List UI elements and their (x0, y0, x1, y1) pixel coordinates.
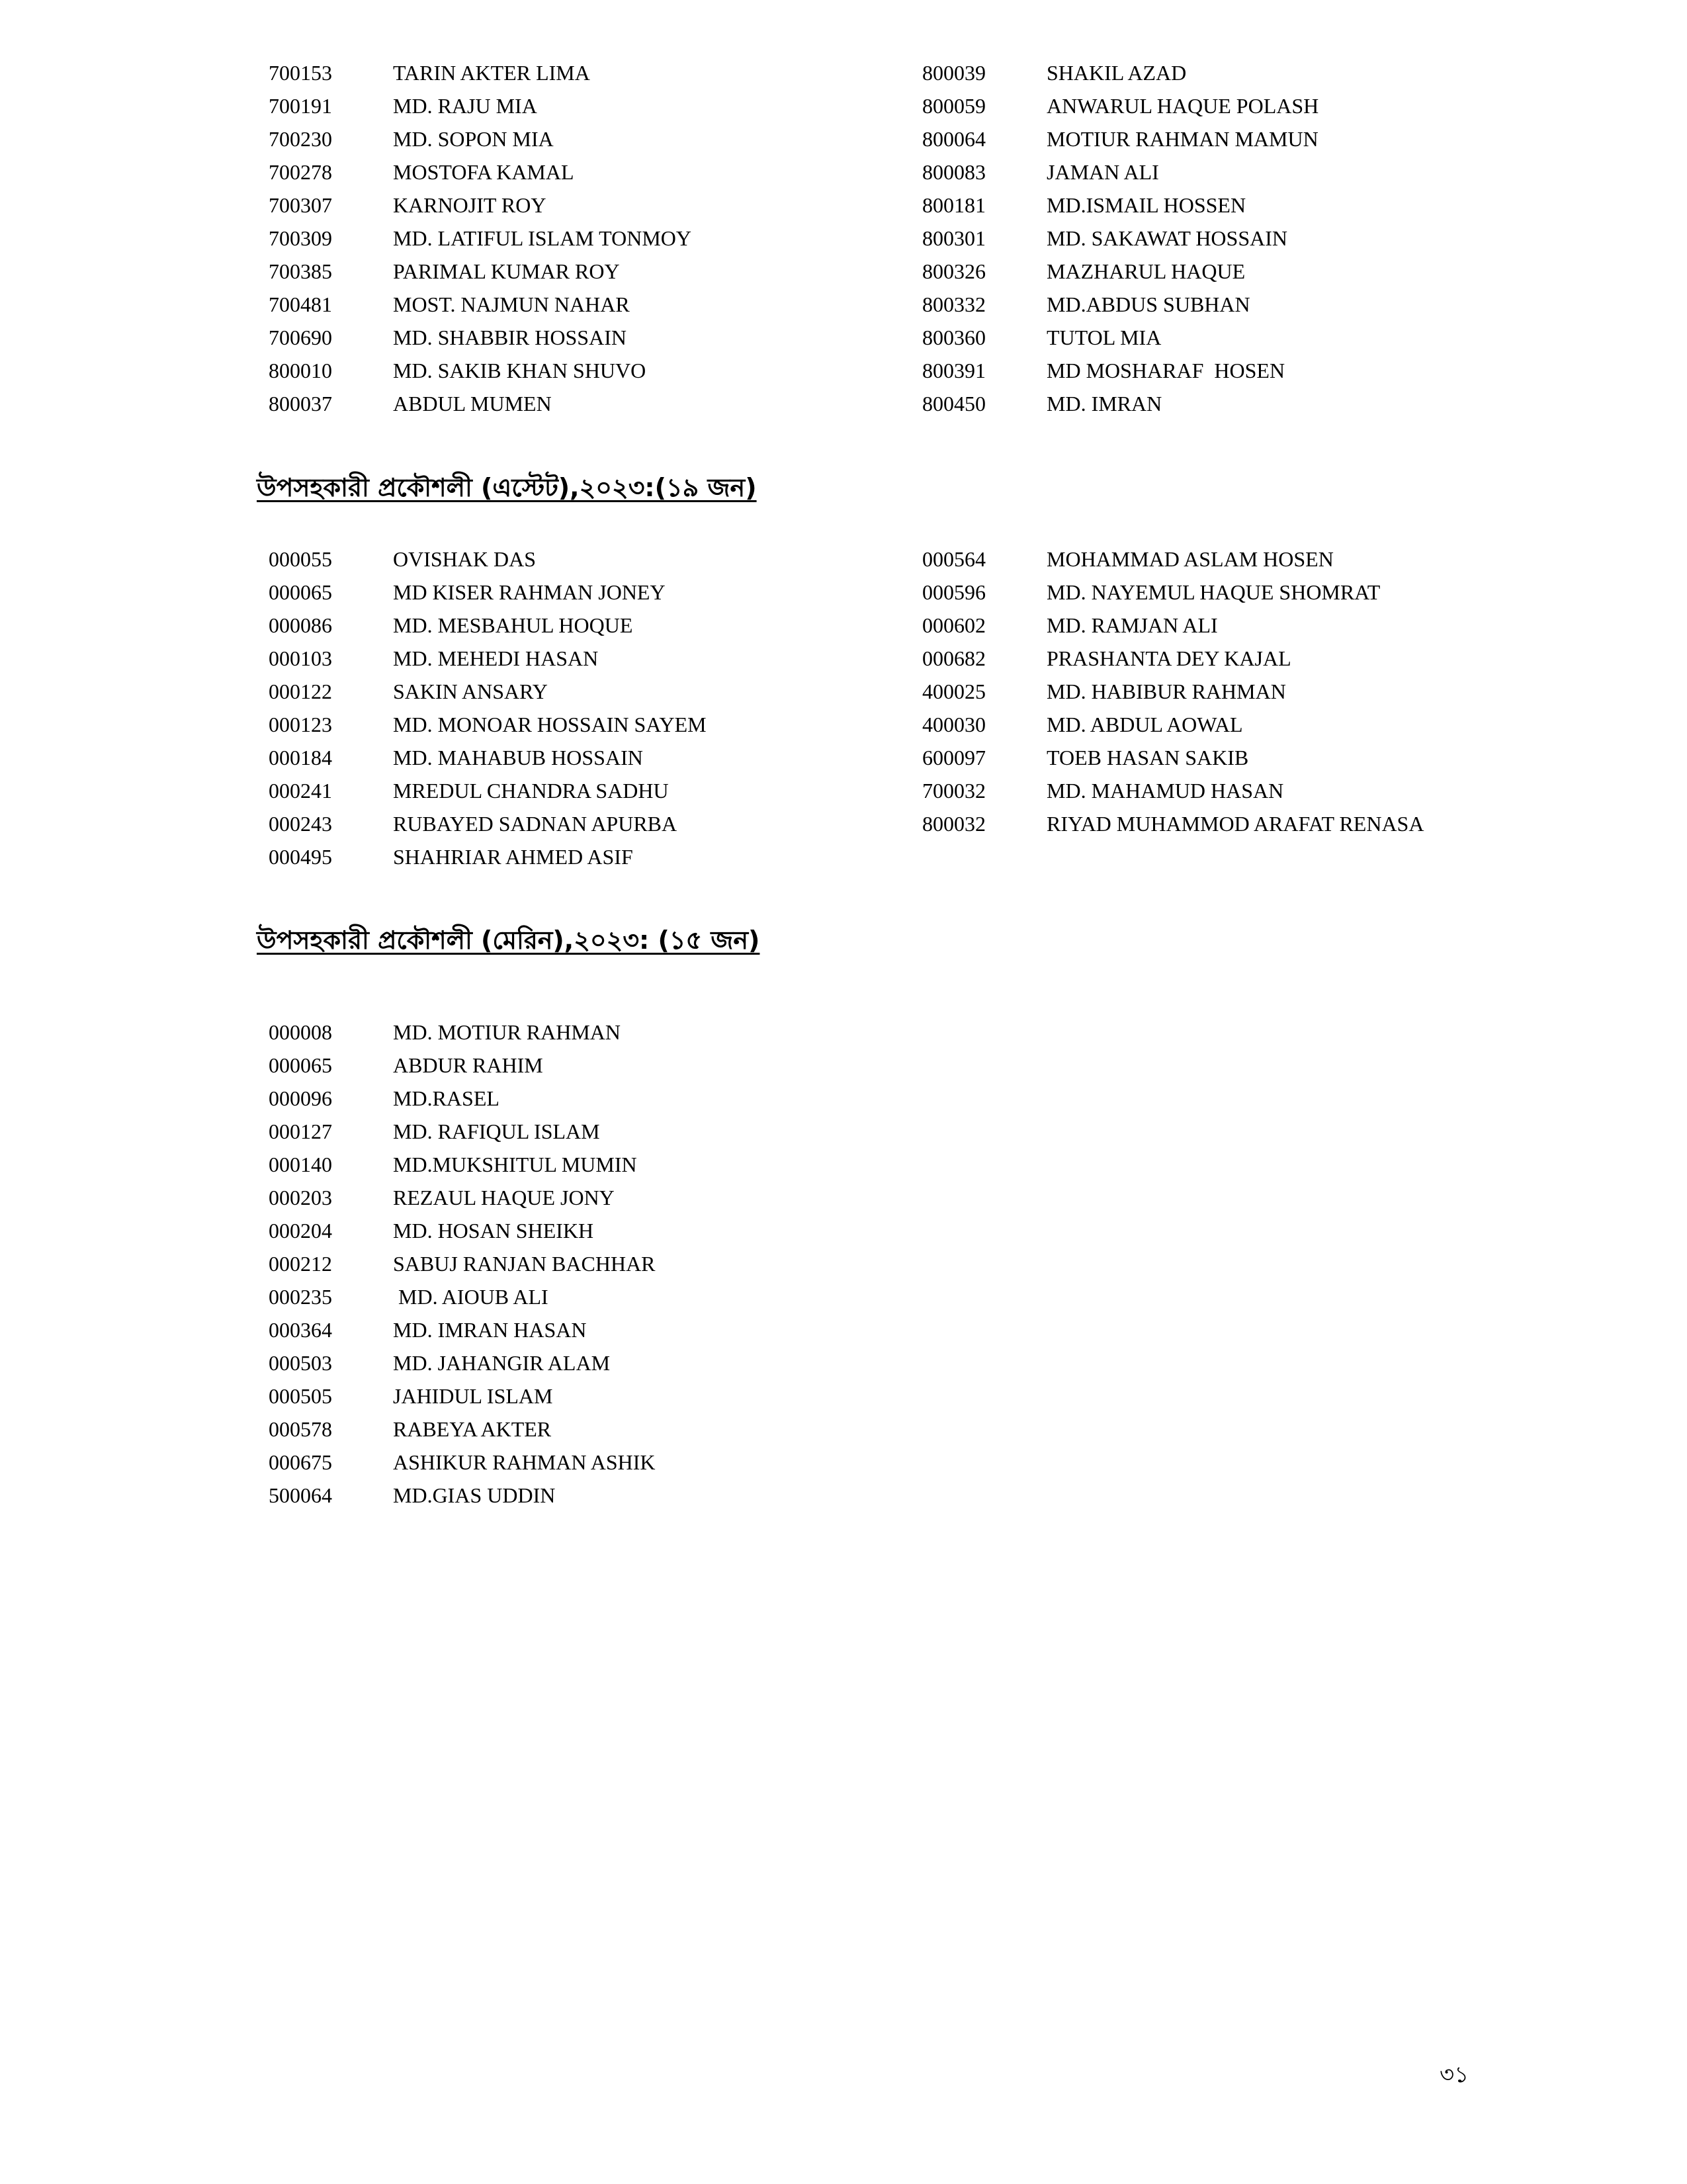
roll-number: 700230 (269, 127, 332, 151)
roll-number: 000055 (269, 547, 332, 571)
roll-number: 000065 (269, 1053, 332, 1077)
roll-number: 000602 (922, 613, 986, 637)
candidate-name: MD.ABDUS SUBHAN (1047, 292, 1250, 316)
candidate-name: OVISHAK DAS (393, 547, 537, 571)
roll-number: 000495 (269, 845, 332, 869)
list-item (269, 1413, 656, 1446)
roll-number: 000096 (269, 1086, 332, 1110)
candidate-name: KARNOJIT ROY (393, 193, 546, 217)
list-item (269, 1313, 656, 1346)
roll-number: 800391 (922, 359, 986, 382)
list-item (269, 1379, 656, 1413)
list-item (269, 1016, 656, 1049)
roll-number: 000140 (269, 1153, 332, 1176)
roll-number: 000241 (269, 779, 332, 803)
roll-number: 000065 (269, 580, 332, 604)
list-item (922, 576, 1424, 609)
candidate-name: MD.MUKSHITUL MUMIN (393, 1153, 637, 1176)
candidate-name: SHAKIL AZAD (1047, 61, 1187, 85)
candidate-name: MD. MONOAR HOSSAIN SAYEM (393, 713, 707, 736)
candidate-name: MD. MEHEDI HASAN (393, 646, 599, 670)
candidate-name: MD. IMRAN HASAN (393, 1318, 587, 1342)
candidate-name: MD. SHABBIR HOSSAIN (393, 326, 627, 349)
list-item (922, 189, 1319, 222)
candidate-name: SHAHRIAR AHMED ASIF (393, 845, 633, 869)
roll-number: 700309 (269, 226, 332, 250)
top-list-right (922, 56, 1319, 420)
roll-number: 800301 (922, 226, 986, 250)
list-item (269, 1247, 656, 1280)
candidate-name: ANWARUL HAQUE POLASH (1047, 94, 1319, 118)
list-item (922, 122, 1319, 155)
candidate-name: MREDUL CHANDRA SADHU (393, 779, 669, 803)
list-item (922, 642, 1424, 675)
list-item (269, 1181, 656, 1214)
list-item (922, 807, 1424, 840)
roll-number: 700481 (269, 292, 332, 316)
list-item (922, 89, 1319, 122)
list-item (269, 122, 691, 155)
candidate-name: MD. RAMJAN ALI (1047, 613, 1218, 637)
roll-number: 800360 (922, 326, 986, 349)
candidate-name: TUTOL MIA (1047, 326, 1162, 349)
list-item (269, 807, 707, 840)
roll-number: 000212 (269, 1252, 332, 1276)
roll-number: 800064 (922, 127, 986, 151)
list-item (269, 189, 691, 222)
marine-list (269, 1016, 656, 1512)
roll-number: 000127 (269, 1119, 332, 1143)
list-item (269, 1115, 656, 1148)
list-item (922, 741, 1424, 774)
candidate-name: RABEYA AKTER (393, 1417, 552, 1441)
list-item (922, 255, 1319, 288)
roll-number: 800181 (922, 193, 986, 217)
candidate-name: MD.GIAS UDDIN (393, 1483, 556, 1507)
list-item (922, 288, 1319, 321)
roll-number: 800037 (269, 392, 332, 415)
list-item (269, 255, 691, 288)
candidate-name: MD. RAJU MIA (393, 94, 537, 118)
roll-number: 000235 (269, 1285, 332, 1309)
list-item (269, 1479, 656, 1512)
list-item (922, 155, 1319, 189)
roll-number: 700032 (922, 779, 986, 803)
roll-number: 000682 (922, 646, 986, 670)
candidate-name: RUBAYED SADNAN APURBA (393, 812, 677, 836)
candidate-name: PARIMAL KUMAR ROY (393, 259, 620, 283)
list-item (269, 321, 691, 354)
list-item (269, 155, 691, 189)
roll-number: 400025 (922, 679, 986, 703)
roll-number: 000184 (269, 746, 332, 769)
list-item (269, 774, 707, 807)
candidate-name: MD. SAKAWAT HOSSAIN (1047, 226, 1287, 250)
list-item (922, 354, 1319, 387)
candidate-name: MD MOSHARAF HOSEN (1047, 359, 1285, 382)
list-item (269, 609, 707, 642)
roll-number: 800326 (922, 259, 986, 283)
list-item (269, 741, 707, 774)
candidate-name: ABDUR RAHIM (393, 1053, 543, 1077)
list-item (922, 675, 1424, 708)
list-item (269, 543, 707, 576)
top-list-left (269, 56, 691, 420)
candidate-name: ABDUL MUMEN (393, 392, 552, 415)
candidate-name: MD. ABDUL AOWAL (1047, 713, 1243, 736)
candidate-name: SABUJ RANJAN BACHHAR (393, 1252, 656, 1276)
list-item (269, 708, 707, 741)
list-item (269, 56, 691, 89)
candidate-name: MD. JAHANGIR ALAM (393, 1351, 611, 1375)
candidate-name: MAZHARUL HAQUE (1047, 259, 1246, 283)
candidate-name: MOST. NAJMUN NAHAR (393, 292, 630, 316)
estate-list-left (269, 543, 707, 873)
list-item (269, 675, 707, 708)
list-item (922, 222, 1319, 255)
roll-number: 800032 (922, 812, 986, 836)
candidate-name: RIYAD MUHAMMOD ARAFAT RENASA (1047, 812, 1424, 836)
list-item (269, 1446, 656, 1479)
list-item (269, 222, 691, 255)
candidate-name: MOTIUR RAHMAN MAMUN (1047, 127, 1319, 151)
candidate-name: MD. MAHAMUD HASAN (1047, 779, 1284, 803)
candidate-name: MD. SAKIB KHAN SHUVO (393, 359, 646, 382)
list-item (269, 642, 707, 675)
list-item (269, 1148, 656, 1181)
roll-number: 000204 (269, 1219, 332, 1243)
candidate-name: MD. MESBAHUL HOQUE (393, 613, 633, 637)
candidate-name: MD. IMRAN (1047, 392, 1162, 415)
list-item (269, 354, 691, 387)
roll-number: 000675 (269, 1450, 332, 1474)
candidate-name: MOHAMMAD ASLAM HOSEN (1047, 547, 1334, 571)
roll-number: 700307 (269, 193, 332, 217)
candidate-name: MD. MAHABUB HOSSAIN (393, 746, 643, 769)
roll-number: 000122 (269, 679, 332, 703)
roll-number: 000123 (269, 713, 332, 736)
list-item (922, 609, 1424, 642)
roll-number: 000505 (269, 1384, 332, 1408)
roll-number: 700191 (269, 94, 332, 118)
list-item (269, 89, 691, 122)
roll-number: 500064 (269, 1483, 332, 1507)
roll-number: 800332 (922, 292, 986, 316)
candidate-name: MOSTOFA KAMAL (393, 160, 574, 184)
list-item (269, 576, 707, 609)
list-item (922, 321, 1319, 354)
candidate-name: MD. AIOUB ALI (393, 1285, 548, 1309)
roll-number: 800039 (922, 61, 986, 85)
list-item (269, 1214, 656, 1247)
list-item (922, 774, 1424, 807)
candidate-name: MD. MOTIUR RAHMAN (393, 1020, 621, 1044)
estate-list-right (922, 543, 1424, 840)
list-item (269, 1346, 656, 1379)
roll-number: 800010 (269, 359, 332, 382)
candidate-name: MD. HOSAN SHEIKH (393, 1219, 594, 1243)
roll-number: 000203 (269, 1186, 332, 1209)
candidate-name: TARIN AKTER LIMA (393, 61, 590, 85)
candidate-name: MD. SOPON MIA (393, 127, 554, 151)
roll-number: 800083 (922, 160, 986, 184)
roll-number: 400030 (922, 713, 986, 736)
roll-number: 000578 (269, 1417, 332, 1441)
roll-number: 000103 (269, 646, 332, 670)
list-item (269, 1082, 656, 1115)
candidate-name: SAKIN ANSARY (393, 679, 548, 703)
list-item (269, 1049, 656, 1082)
list-item (922, 56, 1319, 89)
roll-number: 000503 (269, 1351, 332, 1375)
roll-number: 000564 (922, 547, 986, 571)
candidate-name: MD. HABIBUR RAHMAN (1047, 679, 1286, 703)
list-item (269, 840, 707, 873)
candidate-name: JAMAN ALI (1047, 160, 1159, 184)
roll-number: 000008 (269, 1020, 332, 1044)
candidate-name: PRASHANTA DEY KAJAL (1047, 646, 1291, 670)
roll-number: 800450 (922, 392, 986, 415)
list-item (922, 543, 1424, 576)
roll-number: 600097 (922, 746, 986, 769)
roll-number: 700690 (269, 326, 332, 349)
candidate-name: MD KISER RAHMAN JONEY (393, 580, 666, 604)
candidate-name: MD. NAYEMUL HAQUE SHOMRAT (1047, 580, 1381, 604)
candidate-name: MD. LATIFUL ISLAM TONMOY (393, 226, 691, 250)
list-item (269, 1280, 656, 1313)
roll-number: 000243 (269, 812, 332, 836)
candidate-name: ASHIKUR RAHMAN ASHIK (393, 1450, 656, 1474)
roll-number: 700278 (269, 160, 332, 184)
roll-number: 000364 (269, 1318, 332, 1342)
list-item (922, 387, 1319, 420)
candidate-name: MD.ISMAIL HOSSEN (1047, 193, 1246, 217)
roll-number: 700385 (269, 259, 332, 283)
page-number: ৩১ (1440, 2062, 1469, 2088)
roll-number: 800059 (922, 94, 986, 118)
roll-number: 700153 (269, 61, 332, 85)
roll-number: 000596 (922, 580, 986, 604)
candidate-name: JAHIDUL ISLAM (393, 1384, 553, 1408)
list-item (269, 288, 691, 321)
candidate-name: MD.RASEL (393, 1086, 499, 1110)
candidate-name: MD. RAFIQUL ISLAM (393, 1119, 600, 1143)
list-item (922, 708, 1424, 741)
marine-section-heading: উপসহকারী প্রকৌশলী (মেরিন),২০২৩: (১৫ জন) (257, 926, 760, 955)
candidate-name: TOEB HASAN SAKIB (1047, 746, 1249, 769)
list-item (269, 387, 691, 420)
roll-number: 000086 (269, 613, 332, 637)
estate-section-heading: উপসহকারী প্রকৌশলী (এস্টেট),২০২৩:(১৯ জন) (257, 473, 757, 502)
candidate-name: REZAUL HAQUE JONY (393, 1186, 615, 1209)
